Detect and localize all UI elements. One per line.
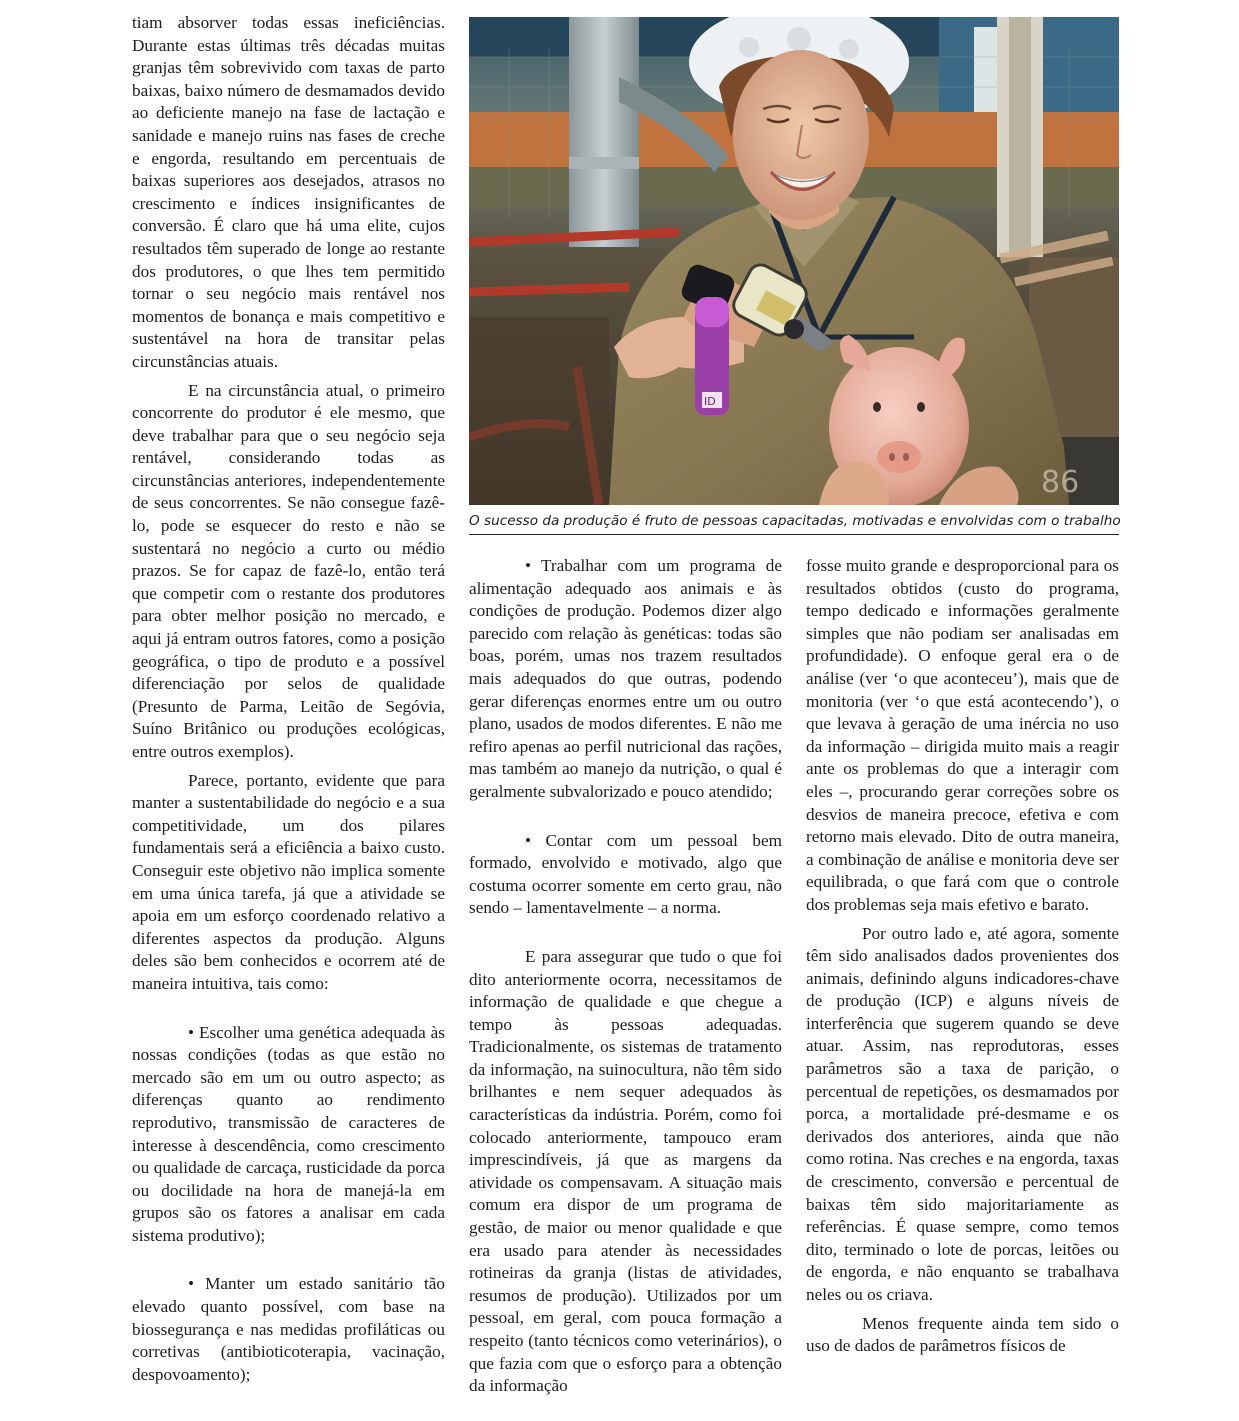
paragraph: Menos frequente ainda tem sido o uso de dados de parâmetros físicos de (806, 1313, 1119, 1356)
paragraph: fosse muito grande e desproporcional para os resultados obtidos (custo do programa, tempo dedicado e informações geralmente simples que não podiam ser analisadas em profundidade). O enfoque geral era o de análise (ver ‘o que aconteceu’), mais que de monitoria (ver ‘o que está acontecendo’), o que levava à geração de uma inércia no uso da informação – dirigida muito mais a reagir ante os problemas do que a interagir com eles –, procurando gerar correções sobre os desvios de maneira precoce, efetiva e com retorno mais elevado. Dito de outra maneira, a combinação de análise e monitoria deve ser equilibrada, o que fará com que o controle dos problemas seja mais efetivo e barato. (806, 556, 1119, 914)
photo-woman-with-piglet (469, 17, 1119, 505)
bullet-item: • Contar com um pessoal bem formado, envolvido e motivado, algo que costuma ocorrer somente em certo grau, não sendo – lamentavelmente – a norma. (469, 830, 782, 918)
paragraph: Parece, portanto, evidente que para manter a sustentabilidade do negócio e a sua competitividade, um dos pilares fundamentais será a eficiência a baixo custo. Conseguir este objetivo não implica somente em uma única tarefa, já que a atividade se apoia em um esforço coordenado relativo a diferentes aspectos da produção. Alguns deles são bem conhecidos e ocorrem até de maneira intuitiva, tais como: (132, 770, 445, 993)
pen-number: 86 (1041, 465, 1080, 500)
marker-label: ID (704, 395, 716, 408)
left-text-column (132, 12, 445, 1386)
middle-text-column (469, 555, 782, 1398)
bullet-item: • Trabalhar com um programa de alimentação adequado aos animais e às condições de produção. Podemos dizer algo parecido com relação às genéticas: todas são boas, porém, umas nos trazem resultados mais adequados do que outras, podendo gerar diferenças enormes entre um ou outro plano, usados de modos diferentes. E não me refiro apenas ao perfil nutricional das rações, mas também ao manejo da nutrição, o qual é geralmente subvalorizado e pouco atendido; (469, 556, 782, 801)
paragraph: tiam absorver todas essas ineficiências. Durante estas últimas três décadas muitas granjas têm sobrevivido com taxas de parto baixas, baixo número de desmamados devido ao deficiente manejo na fase de lactação e sanidade e manejo ruins nas fases de creche e engorda, resultando em percentuais de baixas superiores aos desejados, atrasos no crescimento e índices insignificantes de conversão. É claro que há uma elite, cujos resultados têm superado de longe ao restante dos produtores, o que lhes tem permitido tornar o seu negócio mais rentável nos momentos de bonança e mais competitivo e sustentável na hora de transitar pelas circunstâncias atuais. (132, 13, 445, 371)
paragraph: E para assegurar que tudo o que foi dito anteriormente ocorra, necessitamos de informação de qualidade e que chegue a tempo às pessoas adequadas. Tradicionalmente, os sistemas de tratamento da informação, na suinocultura, não têm sido brilhantes e nem sequer adequados às características da indústria. Porém, como foi colocado anteriormente, tampouco eram imprescindíveis, já que as margens da atividade os compensavam. A situação mais comum era dispor de um programa de gestão, de maior ou menor qualidade e que era usado para atender às necessidades rotineiras da granja (listas de atividades, resumos de produção). Utilizados por um pessoal, em geral, com pouca formação a respeito (tanto técnicos como veterinários), o que fazia com que o esforço para a obtenção da informação (469, 946, 782, 1396)
bullet-item: • Manter um estado sanitário tão elevado quanto possível, com base na biossegurança e nas medidas profiláticas ou corretivas (antibioticoterapia, vacinação, despovoamento); (132, 1274, 445, 1384)
right-text-column (806, 555, 1119, 1358)
caption-divider (469, 534, 1119, 535)
paragraph: E na circunstância atual, o primeiro concorrente do produtor é ele mesmo, que deve trabalhar para que o seu negócio seja rentável, considerando todas as circunstâncias anteriores, independentemente de seus concorrentes. Se não consegue fazê-lo, pode se esquecer do resto e não se sustentará no negócio a curto ou médio prazos. Se for capaz de fazê-lo, então terá que competir com o restante dos produtores para obter melhor posição no mercado, e aqui já entram outros fatores, como a posição geográfica, o tipo de produto e a possível diferenciação por selos de qualidade (Presunto de Parma, Leitão de Segóvia, Suíno Britânico ou produções ecológicas, entre outros exemplos). (132, 380, 445, 761)
paragraph: Por outro lado e, até agora, somente têm sido analisados dados provenientes dos animais, definindo alguns indicadores-chave de produção (ICP) e alguns níveis de interferência que sugerem quando se deve atuar. Assim, nas reprodutoras, esses parâmetros são a taxa de parição, o percentual de repetições, os desmamados por porca, a mortalidade pré-desmame e os derivados dos anteriores, ainda que não como rotina. Nas creches e na engorda, taxas de crescimento, conversão e percentual de baixas têm sido majoritariamente as referências. É quase sempre, como temos dito, terminado o lote de porcas, leitões ou de engorda, e não enquanto se trabalhava neles ou os criava. (806, 923, 1119, 1304)
photo-caption: O sucesso da produção é fruto de pessoas capacitadas, motivadas e envolvidas com o trabalho (469, 513, 1121, 529)
bullet-item: • Escolher uma genética adequada às nossas condições (todas as que estão no mercado são em um ou outro aspecto; as diferenças quanto ao rendimento reprodutivo, transmissão de caracteres de interesse à descendência, como crescimento ou qualidade de carcaça, rusticidade da porca ou docilidade na hora de manejá-la em grupos são os fatores a analisar em cada sistema produtivo); (132, 1022, 445, 1245)
